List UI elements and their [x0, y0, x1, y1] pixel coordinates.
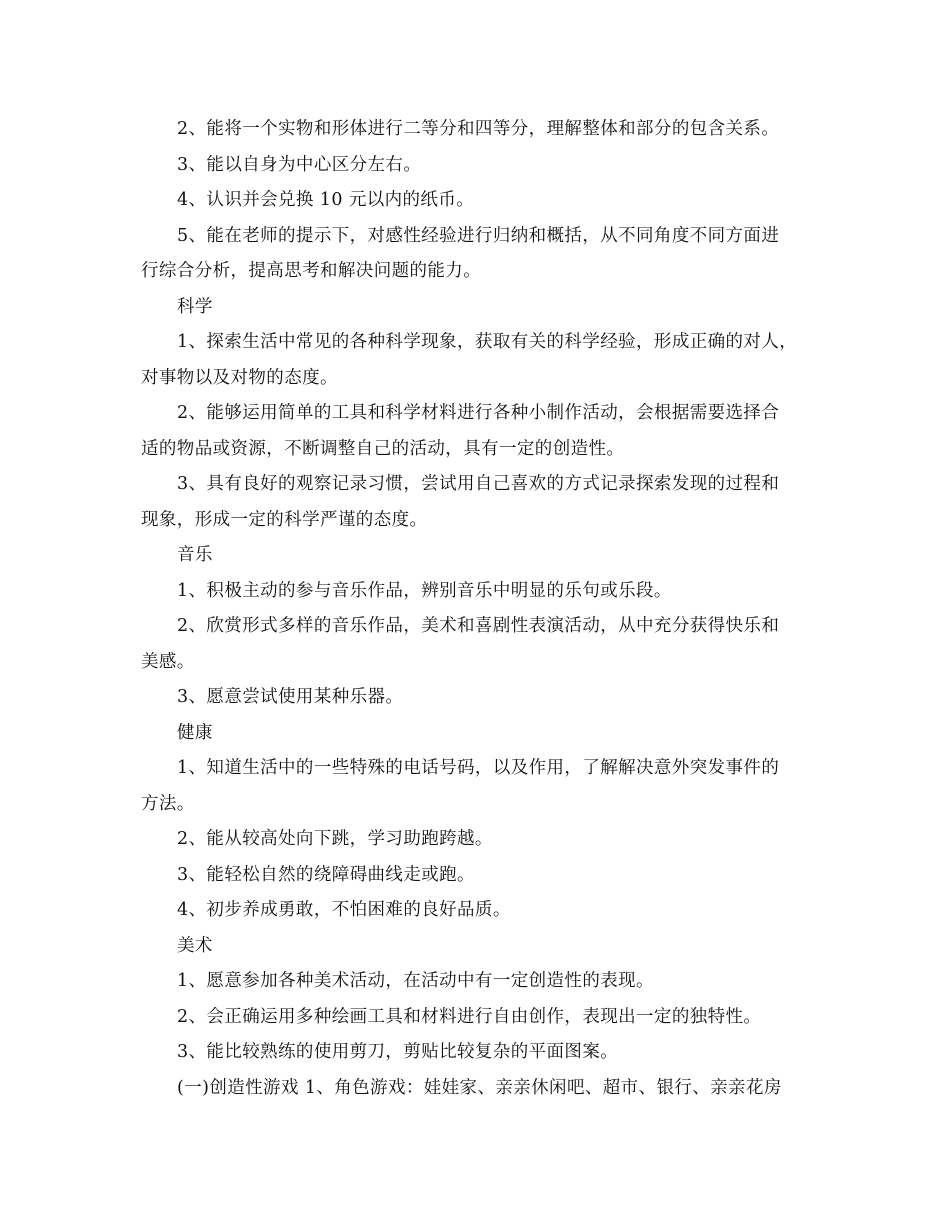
text-line: 5、能在老师的提示下，对感性经验进行归纳和概括，从不同角度不同方面进: [177, 225, 780, 246]
text-line: (一)创造性游戏 1、角色游戏：娃娃家、亲亲休闲吧、超市、银行、亲亲花房: [177, 1077, 782, 1098]
text-line: 美术: [177, 935, 213, 956]
text-line: 健康: [177, 722, 213, 743]
text-line: 4、初步养成勇敢，不怕困难的良好品质。: [177, 900, 511, 920]
text-line: 适的物品或资源，不断调整自己的活动，具有一定的创造性。: [141, 438, 625, 459]
document-body: [141, 112, 820, 1106]
text-line: 方法。: [141, 793, 195, 814]
text-line: 1、知道生活中的一些特殊的电话号码，以及作用，了解解决意外突发事件的: [177, 758, 780, 778]
text-line: 2、欣赏形式多样的音乐作品，美术和喜剧性表演活动，从中充分获得快乐和: [177, 616, 780, 636]
text-line: 美感。: [141, 651, 195, 672]
text-line: 2、会正确运用多种绘画工具和材料进行自由创作，表现出一定的独特性。: [177, 1006, 762, 1027]
text-line: 2、能够运用简单的工具和科学材料进行各种小制作活动，会根据需要选择合: [177, 403, 780, 423]
text-line: 1、探索生活中常见的各种科学现象，获取有关的科学经验，形成正确的对人，: [177, 332, 798, 352]
text-line: 1、积极主动的参与音乐作品，辨别音乐中明显的乐句或乐段。: [177, 580, 672, 601]
text-line: 3、能以自身为中心区分左右。: [177, 154, 422, 175]
text-line: 2、能从较高处向下跳，学习助跑跨越。: [177, 829, 493, 849]
text-line: 3、能轻松自然的绕障碍曲线走或跑。: [177, 864, 475, 885]
text-line: 对事物以及对物的态度。: [141, 367, 338, 388]
text-line: 科学: [177, 296, 213, 317]
text-line: 4、认识并会兑换 10 元以内的纸币。: [177, 190, 475, 210]
text-line: 2、能将一个实物和形体进行二等分和四等分，理解整体和部分的包含关系。: [177, 119, 780, 139]
text-line: 3、能比较熟练的使用剪刀，剪贴比较复杂的平面图案。: [177, 1042, 619, 1062]
text-line: 1、愿意参加各种美术活动，在活动中有一定创造性的表现。: [177, 971, 654, 991]
text-line: 现象，形成一定的科学严谨的态度。: [141, 509, 428, 530]
text-line: 音乐: [177, 545, 213, 565]
text-line: 3、愿意尝试使用某种乐器。: [177, 687, 404, 707]
text-line: 3、具有良好的观察记录习惯，尝试用自己喜欢的方式记录探索发现的过程和: [177, 474, 780, 494]
text-line: 行综合分析，提高思考和解决问题的能力。: [141, 261, 482, 281]
